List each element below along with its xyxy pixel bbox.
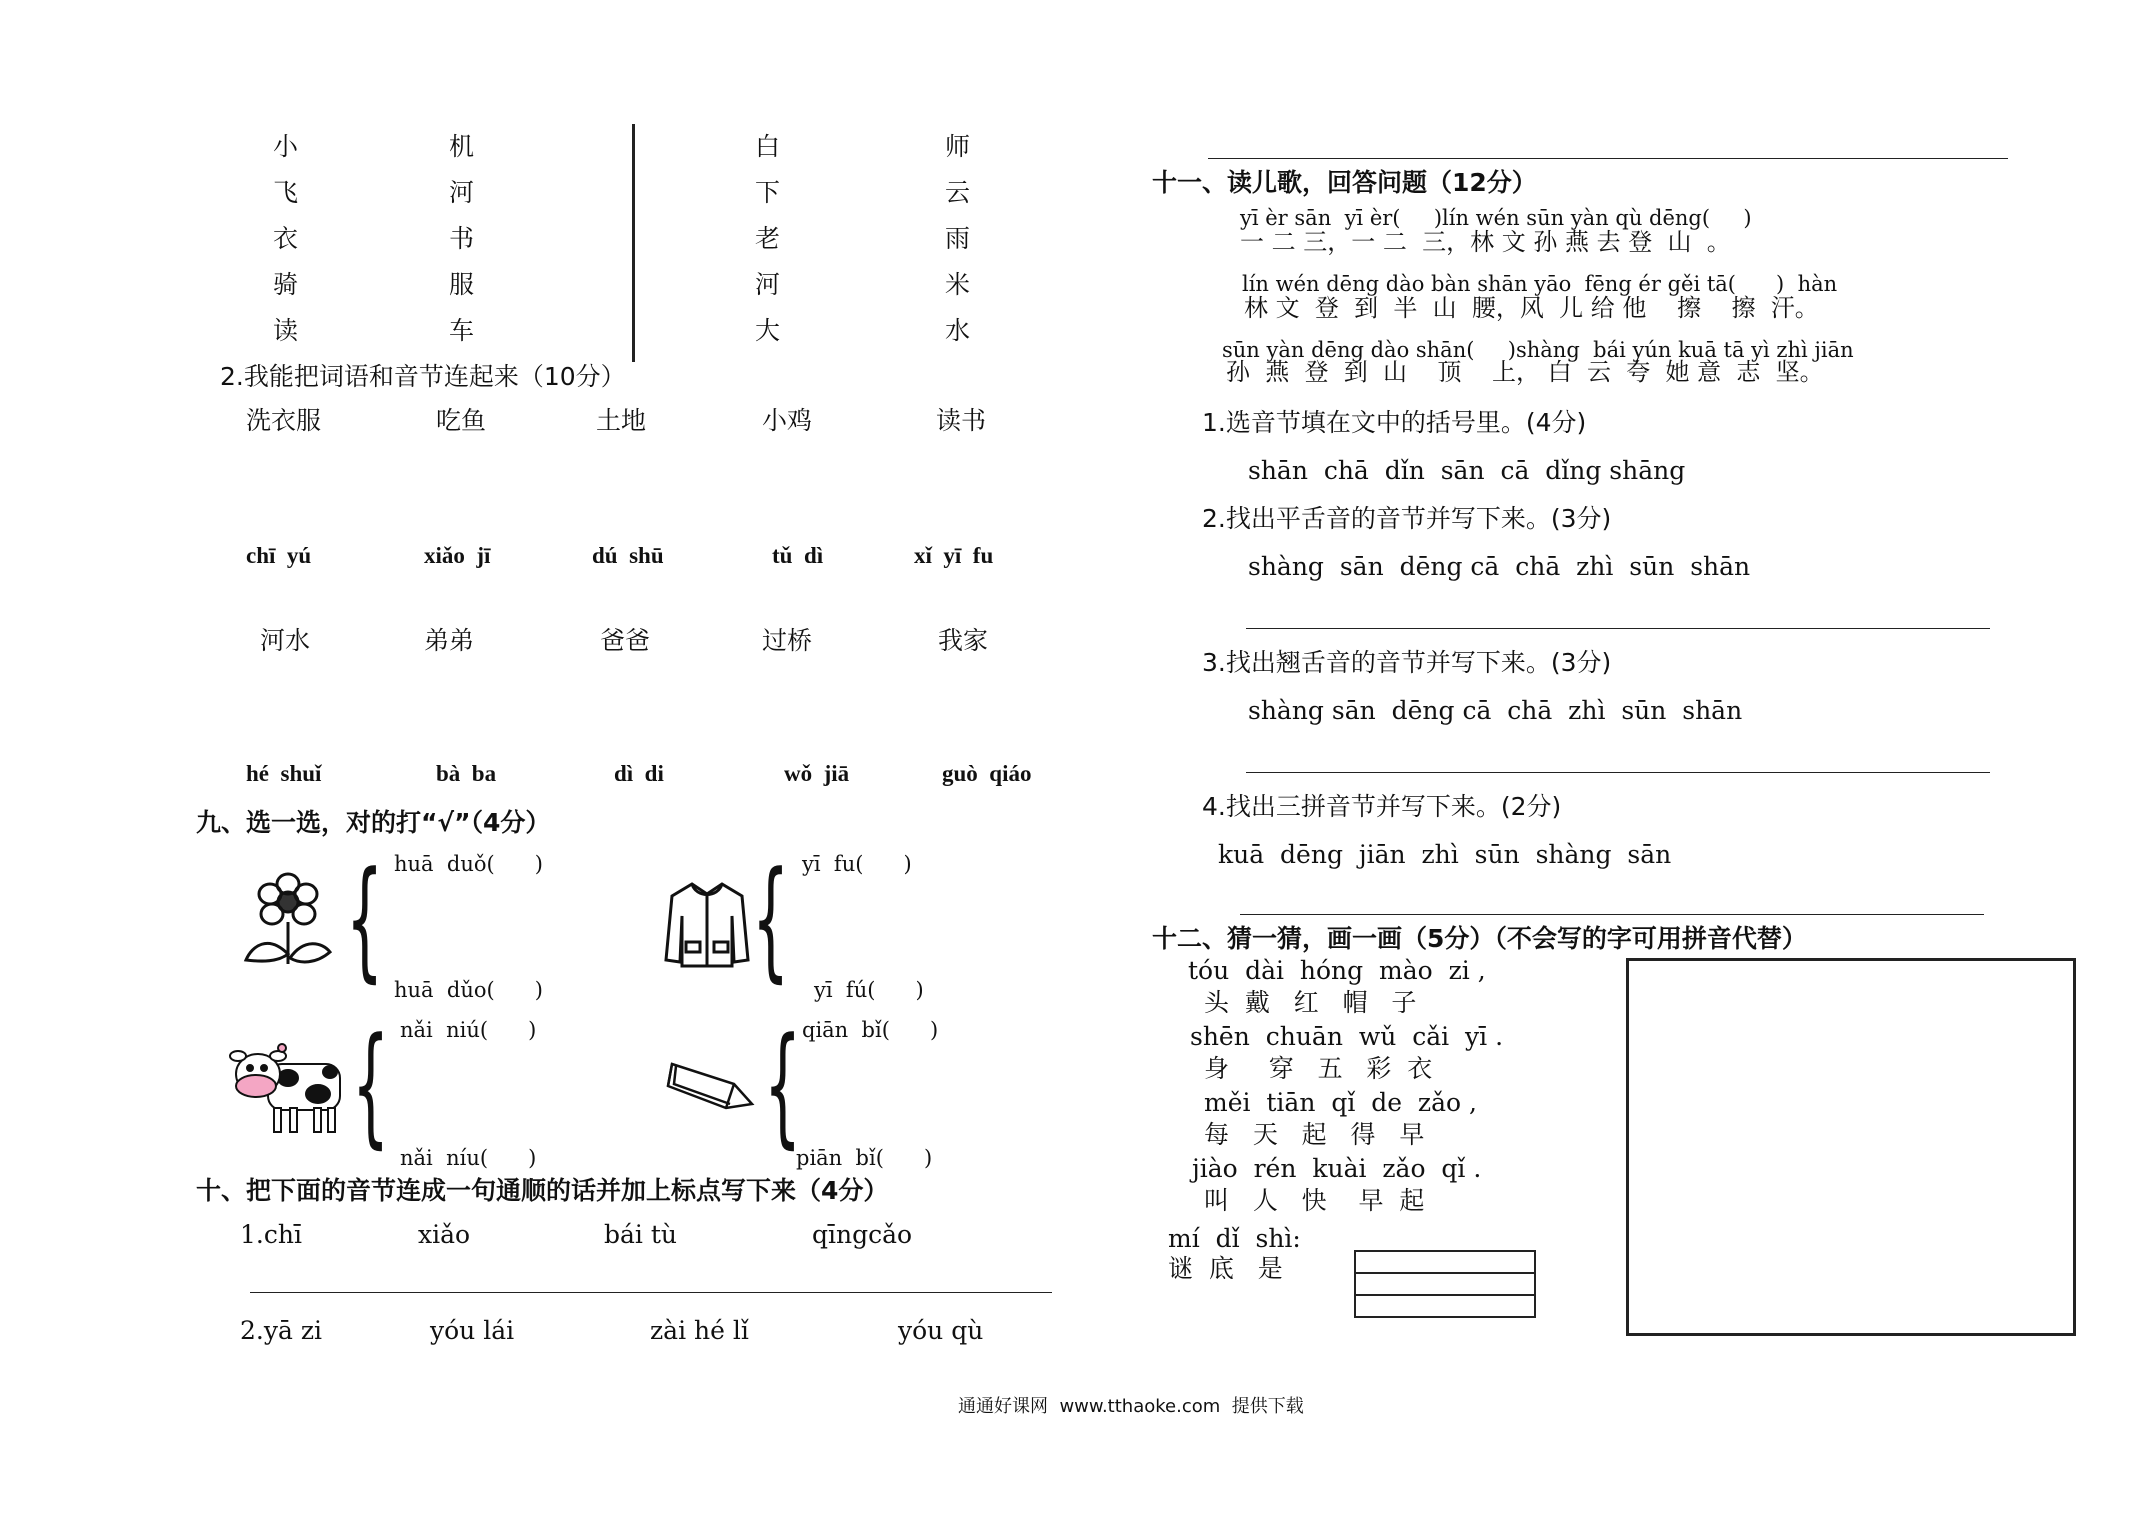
q11-sub3-options: shàng sān dēng cā chā zhì sūn shān — [1248, 696, 1743, 725]
char-right-b-3: 雨 — [945, 224, 971, 253]
riddle-answer-row-1[interactable] — [1354, 1250, 1536, 1274]
q2-pinyin-4: tǔ dì — [772, 543, 824, 568]
q12-title: 十二、猜一猜，画一画（5分）（不会写的字可用拼音代替） — [1152, 924, 1807, 953]
riddle-1-pinyin: tóu dài hóng mào zi , — [1188, 956, 1486, 985]
q2-pinyin-5: xǐ yī fu — [914, 543, 994, 568]
q2-pinyin-7: bà ba — [436, 761, 497, 786]
char-left-a-1: 小 — [273, 132, 299, 161]
q2-word-6: 河水 — [260, 626, 311, 655]
riddle-answer-label: 谜 底 是 — [1168, 1254, 1283, 1283]
riddle-answer-pinyin: mí dǐ shì: — [1168, 1224, 1301, 1253]
pencil-brace: { — [764, 1009, 802, 1161]
char-right-b-1: 师 — [945, 132, 971, 161]
coat-brace: { — [752, 843, 790, 995]
q2-word-10: 我家 — [938, 626, 989, 655]
q10-s2-3: zài hé lǐ — [650, 1316, 749, 1345]
q2-title: 2.我能把词语和音节连起来（10分） — [220, 362, 626, 391]
char-right-a-1: 白 — [755, 132, 781, 161]
q2-pinyin-8: dì di — [614, 761, 664, 786]
flower-option-bottom[interactable]: huā dǔo( ) — [394, 978, 543, 1002]
char-right-a-5: 大 — [755, 316, 781, 345]
q10-answer-line-1[interactable] — [250, 1292, 1052, 1293]
q2-word-7: 弟弟 — [424, 626, 475, 655]
char-right-b-4: 米 — [945, 270, 971, 299]
flower-icon — [238, 872, 338, 972]
q11-sub2: 2.找出平舌音的音节并写下来。(3分) — [1202, 504, 1612, 533]
char-left-b-5: 车 — [449, 316, 475, 345]
char-left-b-1: 机 — [449, 132, 475, 161]
q10-s2-2: yóu lái — [430, 1316, 515, 1345]
char-right-a-3: 老 — [755, 224, 781, 253]
cow-option-top[interactable]: nǎi niú( ) — [400, 1018, 537, 1042]
q11-line1-text: 一 二 三，一 二 三，林 文 孙 燕 去 登 山 。 — [1240, 228, 1731, 256]
riddle-2-text: 身 穿 五 彩 衣 — [1204, 1054, 1433, 1083]
q2-word-3: 土地 — [596, 406, 647, 435]
q2-word-5: 读书 — [936, 406, 987, 435]
char-left-b-4: 服 — [449, 270, 475, 299]
riddle-4-pinyin: jiào rén kuài zǎo qǐ . — [1192, 1154, 1482, 1183]
q2-word-9: 过桥 — [762, 626, 813, 655]
footer-credit: 通通好课网 www.tthaoke.com 提供下载 — [958, 1396, 1304, 1417]
pencil-option-top[interactable]: qiān bǐ( ) — [802, 1018, 939, 1042]
riddle-3-text: 每 天 起 得 早 — [1204, 1120, 1425, 1149]
cow-icon — [228, 1038, 346, 1138]
char-left-b-2: 河 — [449, 178, 475, 207]
q10-s2-4: yóu qù — [898, 1316, 984, 1345]
char-left-a-3: 衣 — [273, 224, 299, 253]
q11-sub3-answer-line[interactable] — [1246, 772, 1990, 773]
q2-word-1: 洗衣服 — [246, 406, 322, 435]
q10-title: 十、把下面的音节连成一句通顺的话并加上标点写下来（4分） — [196, 1176, 889, 1205]
q11-sub3: 3.找出翘舌音的音节并写下来。(3分) — [1202, 648, 1612, 677]
char-right-b-2: 云 — [945, 178, 971, 207]
q11-line2-text: 林 文 登 到 半 山 腰，风 儿 给 他 擦 擦 汗。 — [1244, 294, 1819, 322]
coat-option-bottom[interactable]: yī fú( ) — [814, 978, 924, 1002]
q11-sub2-options: shàng sān dēng cā chā zhì sūn shān — [1248, 552, 1751, 581]
q11-sub1: 1.选音节填在文中的括号里。(4分) — [1202, 408, 1587, 437]
char-right-b-5: 水 — [945, 316, 971, 345]
match-divider — [632, 124, 635, 362]
char-right-a-2: 下 — [755, 178, 781, 207]
riddle-1-text: 头 戴 红 帽 子 — [1204, 988, 1417, 1017]
cow-option-bottom[interactable]: nǎi níu( ) — [400, 1146, 537, 1170]
char-right-a-4: 河 — [755, 270, 781, 299]
q11-line3-pinyin: sūn yàn dēng dào shān( )shàng bái yún kuā tā yì zhì jiān — [1222, 338, 1854, 362]
q2-pinyin-6: hé shuǐ — [246, 761, 322, 786]
q10-s1-3: bái tù — [604, 1220, 677, 1249]
q2-pinyin-3: dú shū — [592, 543, 664, 568]
q2-pinyin-1: chī yú — [246, 543, 312, 568]
q10-s1-4: qīngcǎo — [812, 1220, 913, 1249]
q10-s1-1: 1.chī — [240, 1220, 302, 1249]
q2-pinyin-2: xiǎo jī — [424, 543, 491, 568]
q11-sub4: 4.找出三拼音节并写下来。(2分) — [1202, 792, 1562, 821]
q11-sub2-answer-line[interactable] — [1246, 628, 1990, 629]
q11-line3-text: 孙 燕 登 到 山 顶 上， 白 云 夸 她 意 志 坚。 — [1226, 358, 1824, 386]
riddle-answer-row-2[interactable] — [1354, 1272, 1536, 1296]
q2-word-4: 小鸡 — [762, 406, 813, 435]
riddle-2-pinyin: shēn chuān wǔ cǎi yī . — [1190, 1022, 1504, 1051]
q2-word-2: 吃鱼 — [436, 406, 487, 435]
riddle-answer-row-3[interactable] — [1354, 1294, 1536, 1318]
char-left-a-2: 飞 — [273, 178, 299, 207]
pencil-icon — [664, 1054, 764, 1118]
coat-option-top[interactable]: yī fu( ) — [802, 852, 912, 876]
cow-brace: { — [352, 1009, 390, 1161]
char-left-a-4: 骑 — [273, 270, 299, 299]
pencil-option-bottom[interactable]: piān bǐ( ) — [796, 1146, 933, 1170]
q11-sub1-options: shān chā dǐn sān cā dǐng shāng — [1248, 456, 1686, 485]
q11-title: 十一、读儿歌，回答问题（12分） — [1152, 168, 1537, 197]
q11-sub4-answer-line[interactable] — [1240, 914, 1984, 915]
q9-title: 九、选一选，对的打“√”（4分） — [196, 808, 551, 837]
riddle-4-text: 叫 人 快 早 起 — [1204, 1186, 1425, 1215]
q10-s2-1: 2.yā zi — [240, 1316, 322, 1345]
q2-pinyin-10: guò qiáo — [942, 761, 1032, 786]
q11-sub4-options: kuā dēng jiān zhì sūn shàng sān — [1218, 840, 1672, 869]
q2-word-8: 爸爸 — [600, 626, 651, 655]
drawing-box[interactable] — [1626, 958, 2076, 1336]
flower-option-top[interactable]: huā duǒ( ) — [394, 852, 543, 876]
q2-pinyin-9: wǒ jiā — [784, 761, 850, 786]
q11-line1-pinyin: yī èr sān yī èr( )lín wén sūn yàn qù dēng( ) — [1240, 206, 1752, 230]
q11-line2-pinyin: lín wén dēng dào bàn shān yāo fēng ér gěi tā( ) hàn — [1242, 272, 1838, 296]
top-answer-line[interactable] — [1208, 158, 2008, 159]
flower-brace: { — [346, 843, 384, 995]
riddle-3-pinyin: měi tiān qǐ de zǎo , — [1204, 1088, 1477, 1117]
char-left-a-5: 读 — [273, 316, 299, 345]
char-left-b-3: 书 — [449, 224, 475, 253]
coat-icon — [662, 876, 752, 972]
q10-s1-2: xiǎo — [418, 1220, 471, 1249]
